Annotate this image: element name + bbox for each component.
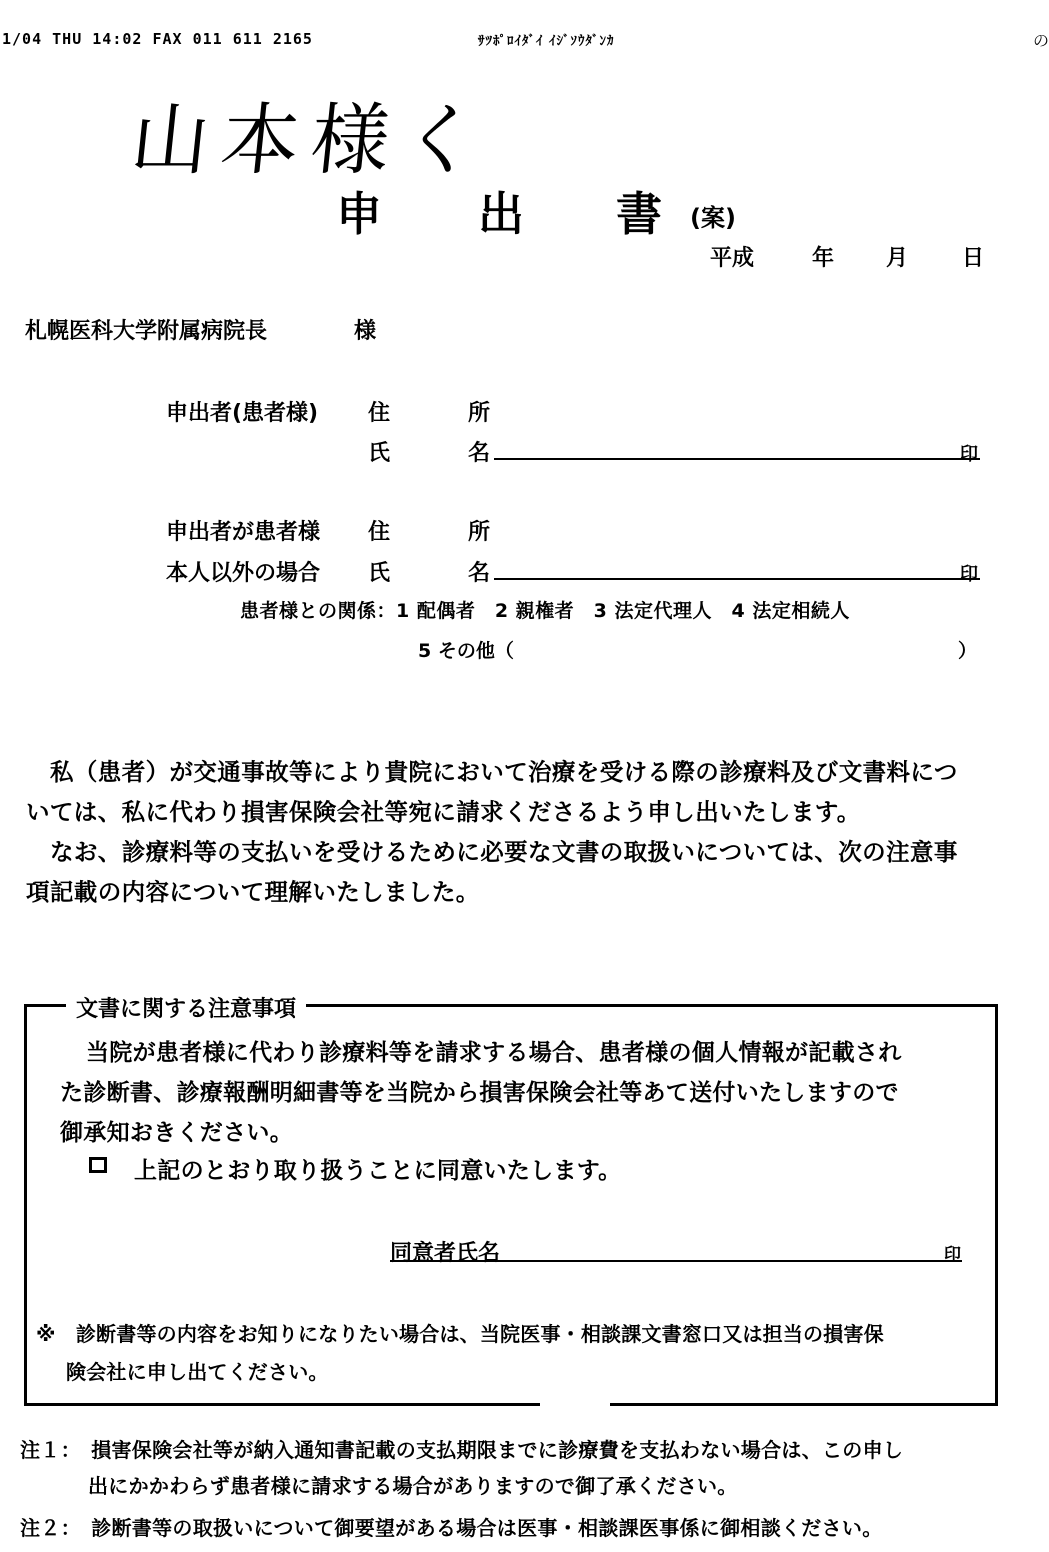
body-line-1: 私（患者）が交通事故等により貴院において治療を受ける際の診療料及び文書料につ xyxy=(50,758,958,786)
proxy-name-label-2: 名 xyxy=(468,561,491,586)
applicant-address-label-2: 所 xyxy=(468,401,491,426)
applicant-address-label-1: 住 xyxy=(368,401,391,426)
title-char-2: 出 xyxy=(478,187,524,241)
date-year: 年 xyxy=(812,246,835,271)
applicant-seal: 印 xyxy=(960,444,978,465)
notice-note-line-2: 険会社に申し出てください。 xyxy=(66,1360,329,1384)
notice-line-2: た診断書、診療報酬明細書等を当院から損害保険会社等あて送付いたしますので xyxy=(60,1080,899,1106)
footnote-2: 注２： 診断書等の取扱いについて御要望がある場合は医事・相談課医事係に御相談ください。 xyxy=(20,1516,883,1540)
proxy-address-label-2: 所 xyxy=(468,520,491,545)
body-line-4: 項記載の内容について理解いたしました。 xyxy=(26,878,480,906)
consent-checkbox[interactable] xyxy=(89,1157,107,1173)
consenter-seal: 印 xyxy=(944,1245,961,1265)
notice-line-1: 当院が患者様に代わり診療料等を請求する場合、患者様の個人情報が記載され xyxy=(86,1040,902,1066)
title-char-1: 申 xyxy=(336,187,382,241)
proxy-seal: 印 xyxy=(960,564,978,585)
proxy-label-1: 申出者が患者様 xyxy=(166,520,321,545)
consenter-name-line[interactable] xyxy=(390,1260,962,1262)
consent-text: 上記のとおり取り扱うことに同意いたします。 xyxy=(134,1158,622,1184)
proxy-relation-close: ） xyxy=(958,640,978,662)
fax-header-line: 1/04 THU 14:02 FAX 011 611 2165 xyxy=(2,30,313,48)
proxy-name-line[interactable] xyxy=(494,578,980,580)
body-line-3: なお、診療料等の支払いを受けるために必要な文書の取扱いについては、次の注意事 xyxy=(50,838,958,866)
applicant-name-label-2: 名 xyxy=(468,441,491,466)
applicant-label: 申出者(患者様) xyxy=(166,401,319,426)
proxy-address-label-1: 住 xyxy=(368,520,391,545)
fax-station-name: ｻﾂﾎﾟﾛｲﾀﾞｲ ｲｼﾞｿｳﾀﾞﾝｶ xyxy=(478,34,615,49)
applicant-name-line[interactable] xyxy=(494,458,980,460)
proxy-label-2: 本人以外の場合 xyxy=(166,561,321,586)
fax-page-mark: の xyxy=(1033,31,1049,50)
draft-mark: (案) xyxy=(690,204,736,232)
proxy-name-label-1: 氏 xyxy=(368,561,391,586)
handwritten-addressee: 山本様く xyxy=(126,96,497,186)
footnote-1-line-2: 出にかかわらず患者様に請求する場合がありますので御了承ください。 xyxy=(88,1474,738,1498)
title-char-3: 書 xyxy=(616,187,662,241)
recipient-honorific: 様 xyxy=(354,319,377,344)
proxy-relation-other: 5 その他（ xyxy=(418,640,514,662)
date-day: 日 xyxy=(962,246,985,271)
notice-title: 文書に関する注意事項 xyxy=(66,992,306,1023)
footnote-1-line-1: 注１： 損害保険会社等が納入通知書記載の支払期限までに診療費を支払わない場合は、この申し xyxy=(20,1438,904,1462)
notice-box-gap xyxy=(540,1400,610,1410)
notice-note-line-1: ※ 診断書等の内容をお知りになりたい場合は、当院医事・相談課文書窓口又は担当の損害保 xyxy=(36,1322,884,1346)
proxy-relation-options: 患者様との関係：1 配偶者 2 親権者 3 法定代理人 4 法定相続人 xyxy=(240,600,850,622)
body-line-2: いては、私に代わり損害保険会社等宛に請求くださるよう申し出いたします。 xyxy=(26,798,861,826)
recipient-hospital: 札幌医科大学附属病院長 xyxy=(25,319,268,344)
consenter-label: 同意者氏名 xyxy=(390,1241,501,1266)
applicant-name-label-1: 氏 xyxy=(368,441,391,466)
date-month: 月 xyxy=(886,246,909,271)
date-era: 平成 xyxy=(710,246,755,271)
notice-line-3: 御承知おきください。 xyxy=(60,1120,293,1146)
